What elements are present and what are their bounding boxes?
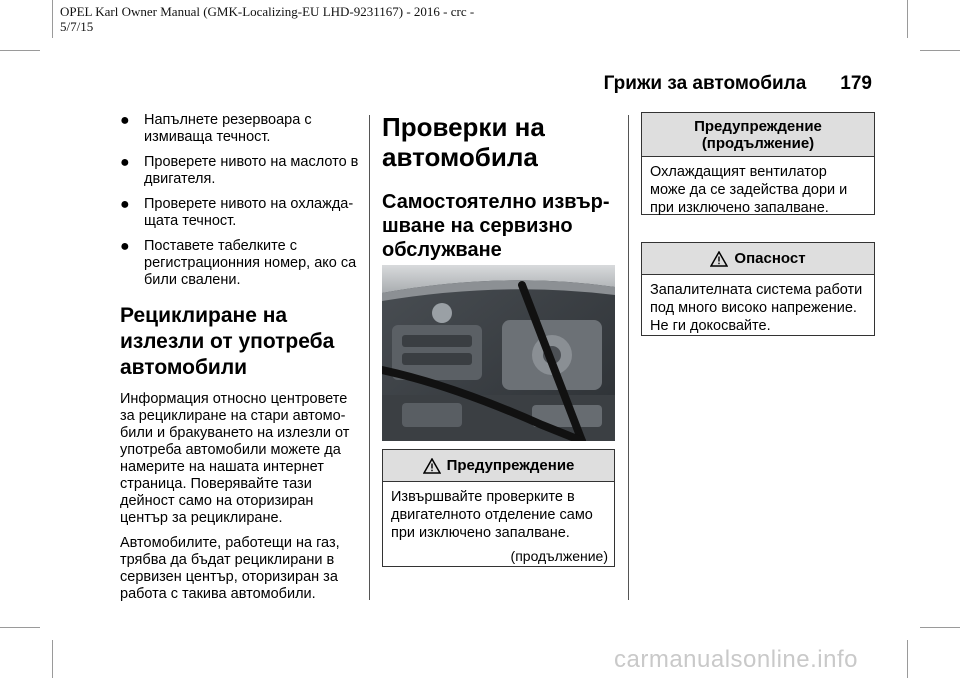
paragraph: Информация относно центровете за рециклиране на стари автомо-били и бракуването на излезли от употреба автомобили можете да намерите на нашата интернет страница. Поверявайте тази дейност само на оторизиран център за рециклиране.: [120, 391, 350, 526]
warning-text: Извършвайте проверките в двигателното отделение само при изключено запалване.: [391, 489, 593, 541]
crop-mark: [52, 0, 53, 38]
engine-bay-photo: [382, 265, 615, 441]
print-metadata-line1: OPEL Karl Owner Manual (GMK-Localizing-EU LHD-9231167) - 2016 - crc -: [60, 4, 475, 19]
warning-continued-title: Предупреждение (продължение): [694, 117, 822, 152]
danger-title: Опасност: [734, 250, 806, 267]
crop-mark: [907, 0, 908, 38]
paragraph: Автомобилите, работещи на газ, трябва да бъдат рециклирани в сервизен център, оторизиран за работа с такива автомобили.: [120, 535, 340, 602]
column-left: [120, 112, 362, 611]
crop-mark: [920, 50, 960, 51]
section-heading-self-service: Самостоятелно извър-шване на сервизно обслужване: [382, 191, 610, 261]
warning-triangle-icon: [423, 458, 441, 474]
column-divider: [369, 115, 370, 600]
bullet-icon: ●: [120, 112, 130, 129]
engine-bay-illustration: [382, 265, 615, 441]
warning-continued-box: [641, 112, 875, 215]
bullet-icon: ●: [120, 154, 130, 171]
warning-continued-text: Охлаждащият вентилатор може да се задейства дори и при изключено запалване.: [650, 164, 848, 216]
list-item: ● Напълнете резервоара с измиваща течност.: [120, 112, 312, 145]
warning-title: Предупреждение: [446, 457, 575, 474]
page-number: 179: [840, 73, 872, 94]
list-item: ● Проверете нивото на маслото в двигателя.: [120, 154, 359, 187]
column-middle: [382, 112, 616, 262]
running-head: [604, 73, 872, 95]
crop-mark: [907, 640, 908, 678]
continued-label: (продължение): [510, 548, 608, 564]
chapter-title: Грижи за автомобила: [603, 73, 807, 94]
watermark: carmanualsonline.info: [614, 646, 858, 673]
checklist: [120, 112, 362, 289]
list-item: ● Поставете табелките с регистрационния номер, ако са били свалени.: [120, 238, 357, 288]
chapter-heading: Проверки на автомобила: [382, 112, 545, 172]
crop-mark: [920, 627, 960, 628]
crop-mark: [0, 627, 40, 628]
warning-box: [382, 449, 615, 567]
print-metadata: [60, 4, 474, 34]
crop-mark: [0, 50, 40, 51]
danger-text: Запалителната система работи под много високо напрежение. Не ги докосвайте.: [650, 282, 863, 334]
crop-mark: [52, 640, 53, 678]
warning-continued-header: [642, 113, 874, 157]
danger-header: [642, 243, 874, 275]
bullet-icon: ●: [120, 238, 130, 255]
list-item: ● Проверете нивото на охлажда-щата течност.: [120, 196, 354, 229]
bullet-icon: ●: [120, 196, 130, 213]
section-heading-recycling: Рециклиране на излезли от употреба автомобили: [120, 304, 335, 379]
warning-header: [383, 450, 614, 482]
column-divider: [628, 115, 629, 600]
print-metadata-line2: 5/7/15: [60, 19, 94, 34]
danger-box: [641, 242, 875, 336]
warning-triangle-icon: [710, 251, 728, 267]
